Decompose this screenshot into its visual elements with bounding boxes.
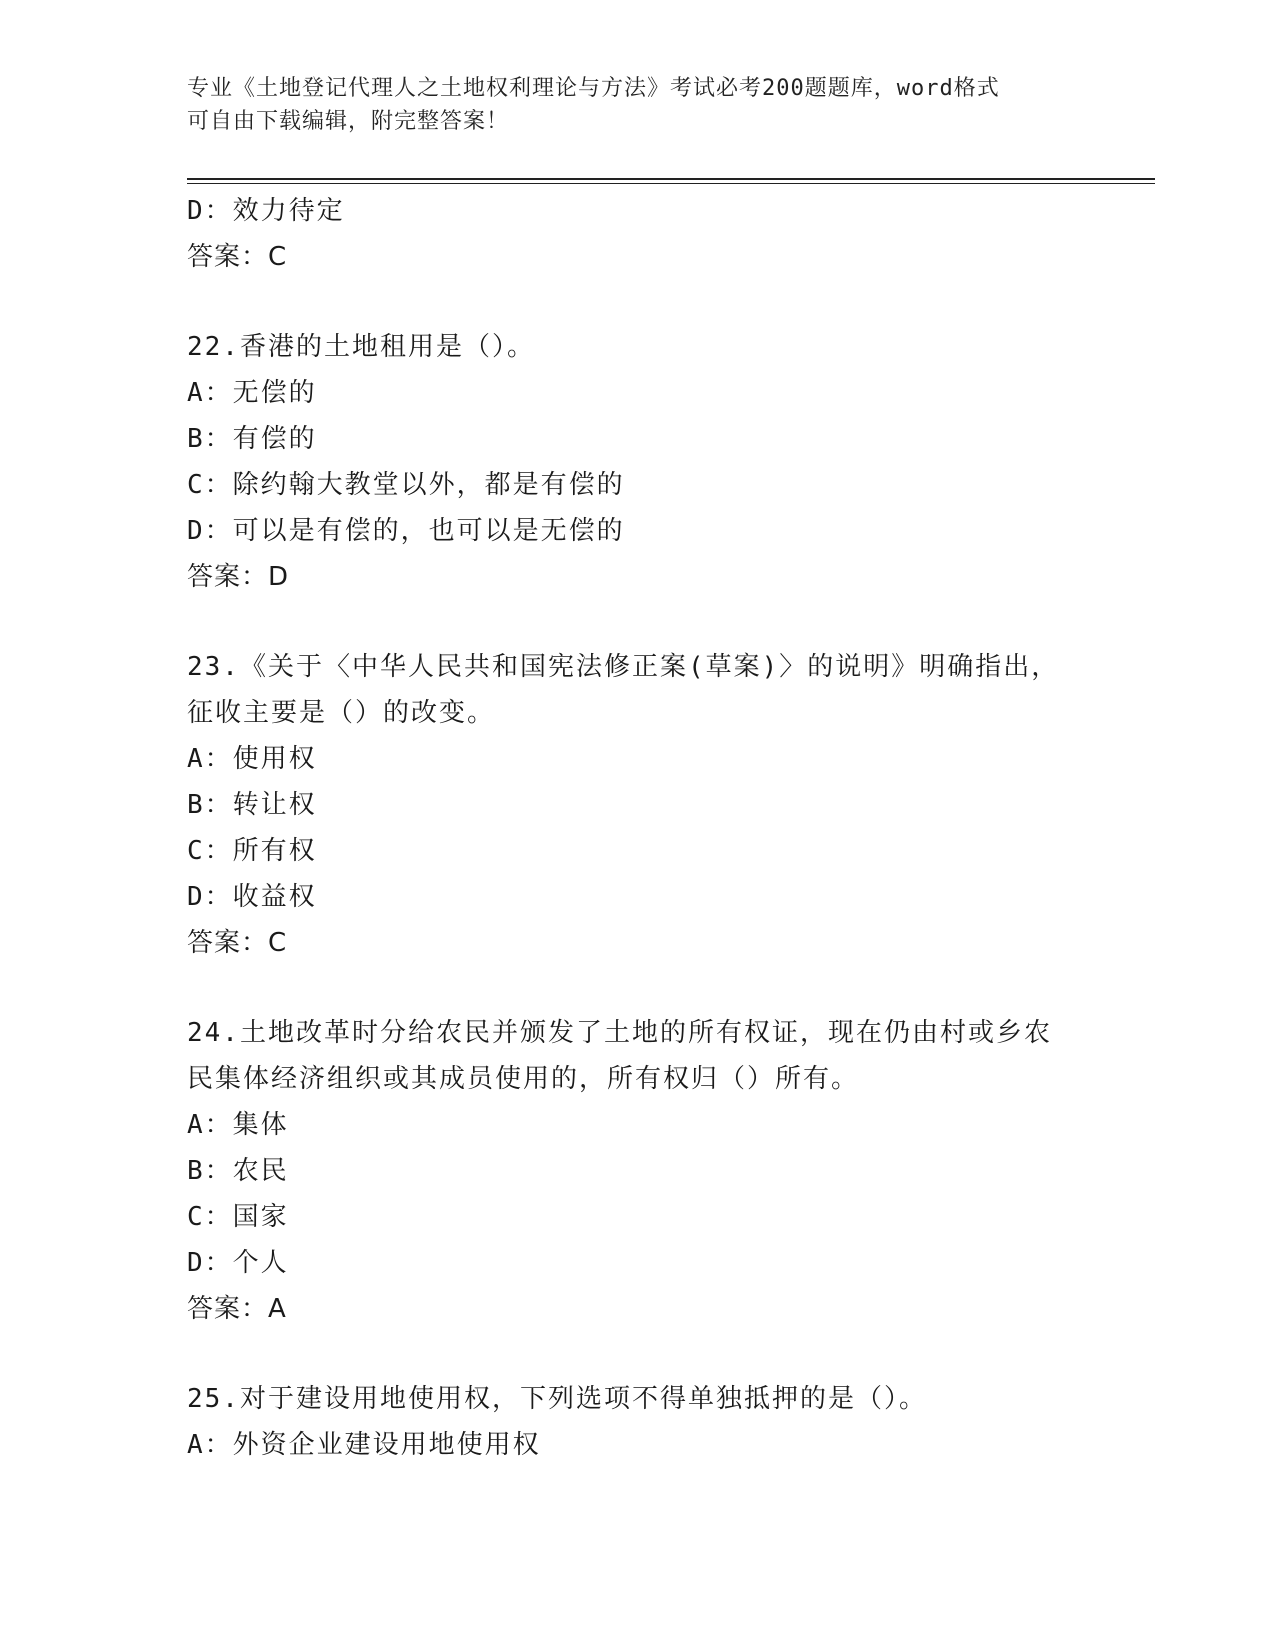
question-23-answer: 答案：C	[187, 928, 288, 958]
header-divider-thin	[187, 183, 1155, 184]
question-25-stem: 25.对于建设用地使用权，下列选项不得单独抵押的是（）。	[187, 1384, 927, 1414]
header-divider-thick	[187, 178, 1155, 180]
question-22-answer: 答案：D	[187, 562, 290, 592]
question-22-option-b: B：有偿的	[187, 424, 317, 454]
question-22-option-a: A：无偿的	[187, 378, 317, 408]
spacer	[187, 600, 1155, 644]
question-23-option-b: B：转让权	[187, 790, 317, 820]
question-25-option-a: A：外资企业建设用地使用权	[187, 1430, 541, 1460]
question-content	[187, 188, 1155, 1468]
question-23-option-c: C：所有权	[187, 836, 317, 866]
header-line-1: 专业《土地登记代理人之土地权利理论与方法》考试必考200题题库，word格式	[187, 76, 1000, 101]
question-24-option-d: D：个人	[187, 1248, 289, 1278]
question-23-stem-line-1: 23.《关于〈中华人民共和国宪法修正案(草案)〉的说明》明确指出，	[187, 652, 1060, 682]
header-line-2: 可自由下载编辑，附完整答案！	[187, 109, 510, 134]
spacer	[187, 966, 1155, 1010]
document-header	[187, 72, 1087, 138]
question-23-option-d: D：收益权	[187, 882, 317, 912]
spacer	[187, 280, 1155, 324]
question-24-option-b: B：农民	[187, 1156, 289, 1186]
spacer	[187, 1332, 1155, 1376]
question-22-stem: 22.香港的土地租用是（）。	[187, 332, 535, 362]
prev-answer: 答案：C	[187, 242, 288, 272]
question-22-option-c: C：除约翰大教堂以外，都是有偿的	[187, 470, 625, 500]
question-23-stem-line-2: 征收主要是（）的改变。	[187, 698, 496, 728]
question-23-option-a: A：使用权	[187, 744, 317, 774]
question-24-answer: 答案：A	[187, 1294, 287, 1324]
question-24-option-a: A：集体	[187, 1110, 289, 1140]
prev-option-d: D：效力待定	[187, 196, 345, 226]
question-24-stem-line-2: 民集体经济组织或其成员使用的，所有权归（）所有。	[187, 1064, 860, 1094]
question-22-option-d: D：可以是有偿的，也可以是无偿的	[187, 516, 625, 546]
question-24-option-c: C：国家	[187, 1202, 289, 1232]
question-24-stem-line-1: 24.土地改革时分给农民并颁发了土地的所有权证，现在仍由村或乡农	[187, 1018, 1052, 1048]
